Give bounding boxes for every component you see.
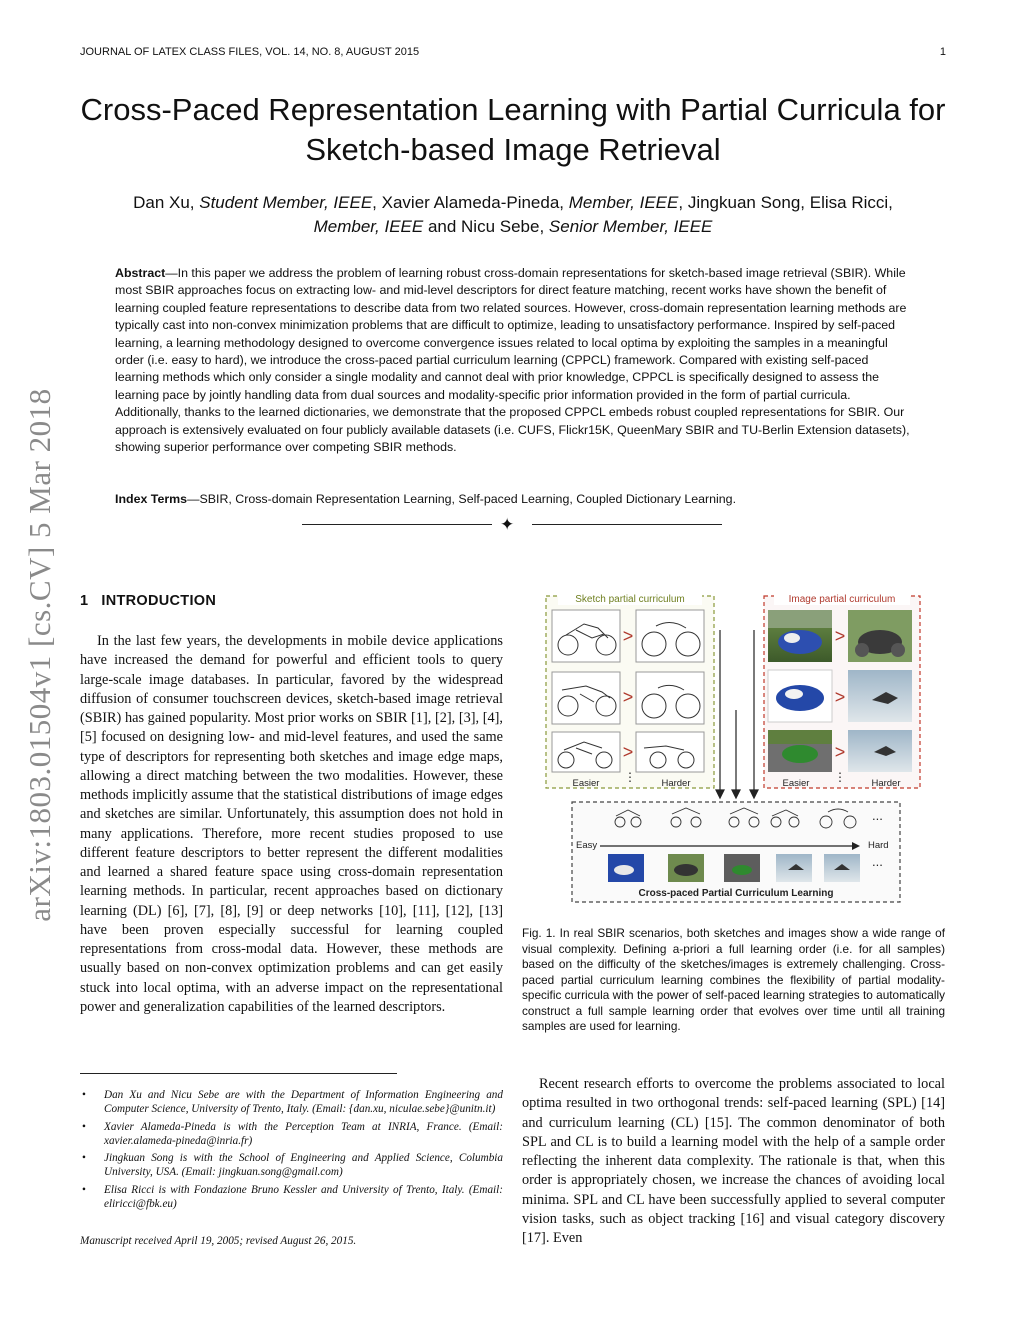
running-head: [80, 46, 946, 58]
footnotes: [80, 1088, 503, 1214]
divider-ornament-icon: ✦: [500, 515, 515, 534]
manuscript-note: Manuscript received April 19, 2005; revised August 26, 2015.: [80, 1235, 357, 1247]
author-role: Senior Member, IEEE: [548, 217, 713, 236]
ellipsis-icon: ...: [872, 854, 883, 869]
author-name: Nicu Sebe: [461, 217, 540, 236]
author-role: Member, IEEE: [568, 193, 679, 212]
svg-text:>: >: [834, 626, 846, 646]
figure-caption: [522, 926, 945, 1035]
author-name: Elisa Ricci: [809, 193, 889, 212]
hard-label: Hard: [868, 840, 889, 851]
footnote-rule: [80, 1073, 397, 1074]
paper-title: Cross-Paced Representation Learning with Partial Curricula for Sketch-based Image Retrieval: [80, 92, 946, 167]
svg-text:>: >: [622, 687, 634, 707]
vertical-ellipsis-icon: ⋮: [624, 770, 636, 784]
section-title: INTRODUCTION: [101, 593, 217, 609]
section-number: 1: [80, 593, 89, 609]
svg-text:>: >: [622, 742, 634, 762]
cross-paced-label: Cross-paced Partial Curriculum Learning: [638, 888, 834, 899]
body-paragraph: Recent research efforts to overcome the problems associated to local optima resulted in two orthogonal trends: self-paced learning (SPL) [14] and curriculum learning (CL) [15]. The common denominator of both SPL and CL is to build a learning model with the help of a sample order reflecting the inherent data complexity. The rationale is that, when this order is appropriately chosen, we increase the chances of avoiding local minima. SPL and CL have been successfully applied to several computer vision tasks, such as object tracking [16] and visual category discovery [17]. Even: [522, 1076, 945, 1246]
arxiv-id: arXiv:1803.01504v1 [cs.CV] 5 Mar 2018: [22, 388, 57, 922]
figure-1: [536, 590, 926, 908]
merge-arrows: [716, 630, 758, 798]
footnote: • Elisa Ricci is with Fondazione Bruno Kessler and University of Trento, Italy. (Email: eliricci@fbk.eu): [82, 1183, 503, 1211]
abstract: [115, 265, 910, 456]
author-name: Jingkuan Song: [687, 193, 801, 212]
section-divider: [302, 515, 722, 535]
vertical-ellipsis-icon: ⋮: [834, 770, 846, 784]
footnote: • Dan Xu and Nicu Sebe are with the Department of Information Engineering and Computer Science, University of Trento, Italy. (Email: {dan.xu, niculae.sebe}@unitn.it): [82, 1089, 503, 1116]
caption-prefix: Fig. 1.: [522, 926, 556, 940]
sketch-curriculum-label: Sketch partial curriculum: [575, 594, 685, 605]
easy-label: Easy: [576, 840, 598, 851]
intro-paragraph: In the last few years, the developments in mobile device applications have increased the demand for powerful and efficient tools to query large-scale image databases. In particular, favored by the widespread diffusion of consumer touchscreen devices, sketch-based image retrieval (SBIR) has gained popularity. Most prior works on SBIR [1], [2], [3], [4], [5] focused on designing low- and mid-level features, and used the same type of descriptors for representing both sketches and image edge maps, allowing a direct matching between the two modalities. However, these methods implicitly assume that the statistical distributions of image edges and sketches are similar. Unfortunately, this assumption does not hold in many applications. Therefore, more recent studies proposed to use different feature descriptors to better represent the different modalities and learned a shared feature space using cross-domain representation learning methods. In particular, recent approaches based on dictionary learning (DL) [6], [7], [8], [9] or deep networks [10], [11], [12], [13] have been proven especially successful for learning coupled representations from cross-modal data. However, these methods are usually based on non-convex optimization problems and can get easily stuck into local optima, with an adverse impact on the representational power and generalization capabilities of the learned descriptors.: [80, 633, 503, 1015]
author-name: Dan Xu: [133, 193, 190, 212]
image-easier-label: Easier: [782, 778, 810, 789]
svg-text:>: >: [622, 626, 634, 646]
abstract-label: Abstract: [115, 266, 166, 280]
image-harder-label: Harder: [871, 778, 901, 789]
abstract-text: —In this paper we address the problem of learning robust cross-domain representations for sketch-based image retrieval (SBIR). While most SBIR approaches focus on extracting low- and mid-level descriptors for direct feature matching, recent works have shown the benefit of learning coupled feature representations to describe data from two related sources. However, cross-domain representation learning methods are typically cast into non-convex minimization problems that are difficult to optimize, leading to unsatisfactory performance. Inspired by self-paced learning, a learning methodology designed to overcome convergence issues related to local optima by exploiting the samples in a meaningful order (i.e. easy to hard), we introduce the cross-paced partial curriculum learning (CPPCL) framework. Compared with existing self-paced learning methods which only consider a single modality and cannot deal with prior knowledge, CPPCL is specifically designed to assess the learning pace by jointly handling data from dual sources and modality-specific prior information provided in the form of partial curricula. Additionally, thanks to the learned dictionaries, we demonstrate that the proposed CPPCL embeds robust coupled representations for SBIR. Our approach is extensively evaluated on four publicly available datasets (i.e. CUFS, Flickr15K, QueenMary SBIR and TU-Berlin Extension datasets), showing superior performance over competing SBIR methods.: [115, 266, 910, 455]
svg-text:>: >: [834, 687, 846, 707]
image-curriculum-label: Image partial curriculum: [788, 594, 896, 605]
footnote: • Jingkuan Song is with the School of Engineering and Applied Science, Columbia University, USA. (Email: jingkuan.song@gmail.com): [82, 1152, 503, 1179]
journal-name: JOURNAL OF LATEX CLASS FILES, VOL. 14, NO. 8, AUGUST 2015: [80, 46, 420, 58]
index-terms: [115, 491, 910, 508]
arxiv-stamp: [18, 350, 62, 960]
sketch-easier-label: Easier: [572, 778, 600, 789]
author-list: Dan Xu, Student Member, IEEE, Xavier Alameda-Pineda, Member, IEEE, Jingkuan Song, Elisa Ricci, Member, IEEE and Nicu Sebe, Senior Member, IEEE: [133, 193, 893, 236]
author-role: Member, IEEE: [313, 217, 424, 236]
bullet-icon: •: [82, 1089, 86, 1101]
page-number: 1: [939, 46, 946, 58]
caption-text: In real SBIR scenarios, both sketches and images show a wide range of visual complexity. Defining a-priori a full learning order (i.e. for all samples) based on the difficulty of the sketches/images is extremely challenging. Cross-paced partial curriculum learning combines the flexibility of partial modality-specific curricula with the power of self-paced learning strategies to automatically construct a full sample learning order that evolves over time until all training samples are used for learning.: [522, 926, 945, 1033]
author-role: Student Member, IEEE: [199, 193, 373, 212]
bullet-icon: •: [82, 1120, 86, 1133]
svg-text:>: >: [834, 742, 846, 762]
index-terms-label: Index Terms: [115, 492, 188, 506]
footnote: • Xavier Alameda-Pineda is with the Perception Team at INRIA, France. (Email: xavier.alameda-pineda@inria.fr): [82, 1120, 503, 1147]
bullet-icon: •: [82, 1183, 86, 1196]
index-terms-text: —SBIR, Cross-domain Representation Learning, Self-paced Learning, Coupled Dictionary Learning.: [187, 492, 737, 506]
sketch-harder-label: Harder: [661, 778, 691, 789]
author-name: Xavier Alameda-Pineda: [381, 193, 560, 212]
ellipsis-icon: ...: [872, 808, 883, 823]
section-heading: [80, 593, 216, 609]
bullet-icon: •: [82, 1152, 86, 1165]
